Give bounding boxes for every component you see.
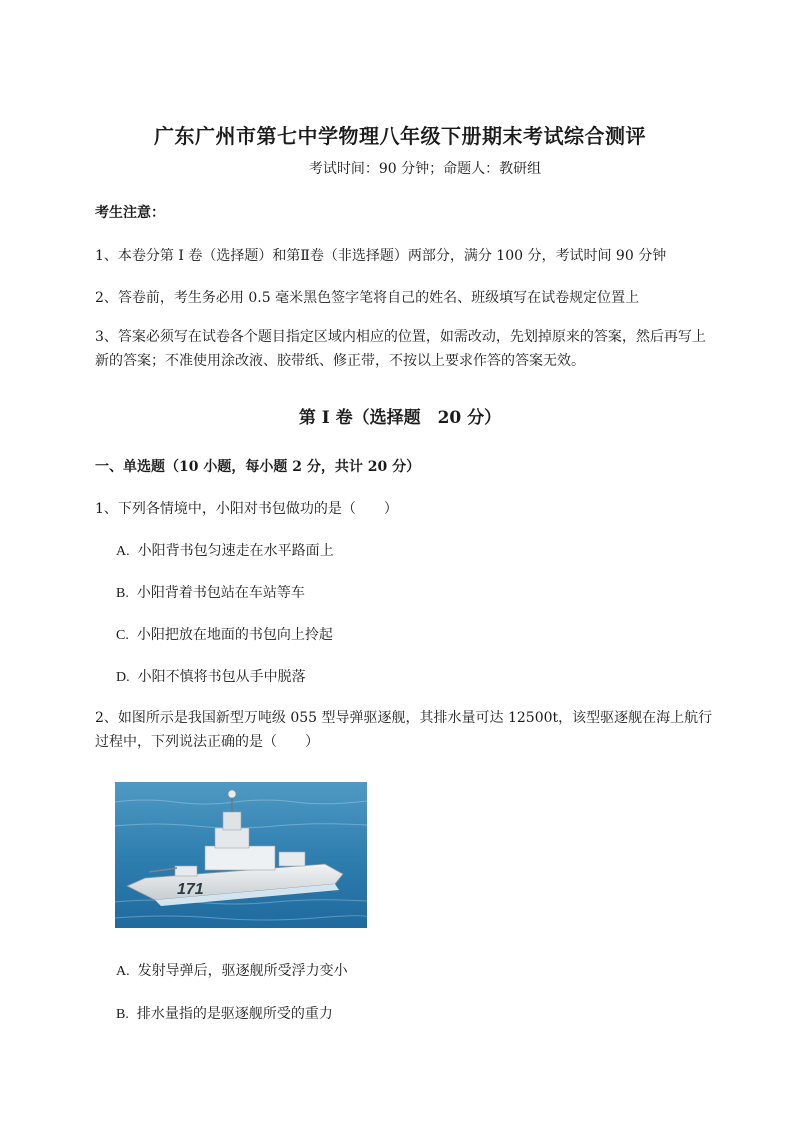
option-text: 排水量指的是驱逐舰所受的重力 (136, 1006, 333, 1022)
question-option (116, 1003, 333, 1023)
notice-item: 3、答案必须写在试卷各个题目指定区域内相应的位置，如需改动，先划掉原来的答案，然后再写上新的答案；不准使用涂改液、胶带纸、修正带，不按以上要求作答的答案无效。 (95, 329, 706, 369)
question-stem: 1、下列各情境中，小阳对书包做功的是（ ） (95, 501, 398, 517)
question-option (116, 624, 333, 644)
hull-number: 171 (177, 881, 204, 898)
option-key: B. (116, 1007, 129, 1022)
destroyer-illustration (115, 782, 367, 928)
question-option (116, 666, 306, 686)
exam-subtitle: 考试时间：90 分钟；命题人：教研组 (308, 161, 542, 177)
exam-title: 广东广州市第七中学物理八年级下册期末考试综合测评 (154, 124, 646, 148)
question-option (116, 540, 334, 560)
question-option (116, 582, 305, 602)
option-key: B. (116, 586, 129, 601)
notice-heading: 考生注意： (95, 205, 165, 221)
option-text: 小阳背着书包站在车站等车 (136, 585, 305, 601)
question-option (116, 960, 348, 980)
option-text: 发射导弹后，驱逐舰所受浮力变小 (137, 963, 348, 979)
notice-item: 1、本卷分第 I 卷（选择题）和第Ⅱ卷（非选择题）两部分，满分 100 分，考试时间 90 分钟 (95, 248, 667, 264)
option-key: C. (116, 628, 129, 643)
option-text: 小阳背书包匀速走在水平路面上 (137, 543, 334, 559)
section-title: 第 I 卷（选择题 20 分） (298, 408, 502, 428)
notice-item: 2、答卷前，考生务必用 0.5 毫米黑色签字笔将自己的姓名、班级填写在试卷规定位置上 (95, 290, 640, 306)
question-stem: 2、如图所示是我国新型万吨级 055 型导弹驱逐舰，其排水量可达 12500t，该型驱逐舰在海上航行过程中，下列说法正确的是（ ） (95, 710, 713, 750)
option-text: 小阳不慎将书包从手中脱落 (137, 669, 306, 685)
option-key: A. (116, 964, 130, 979)
destroyer-photo (115, 782, 367, 928)
option-key: D. (116, 670, 130, 685)
question-group-title: 一、单选题（10 小题，每小题 2 分，共计 20 分） (95, 459, 421, 475)
option-text: 小阳把放在地面的书包向上拎起 (136, 627, 333, 643)
option-key: A. (116, 544, 130, 559)
